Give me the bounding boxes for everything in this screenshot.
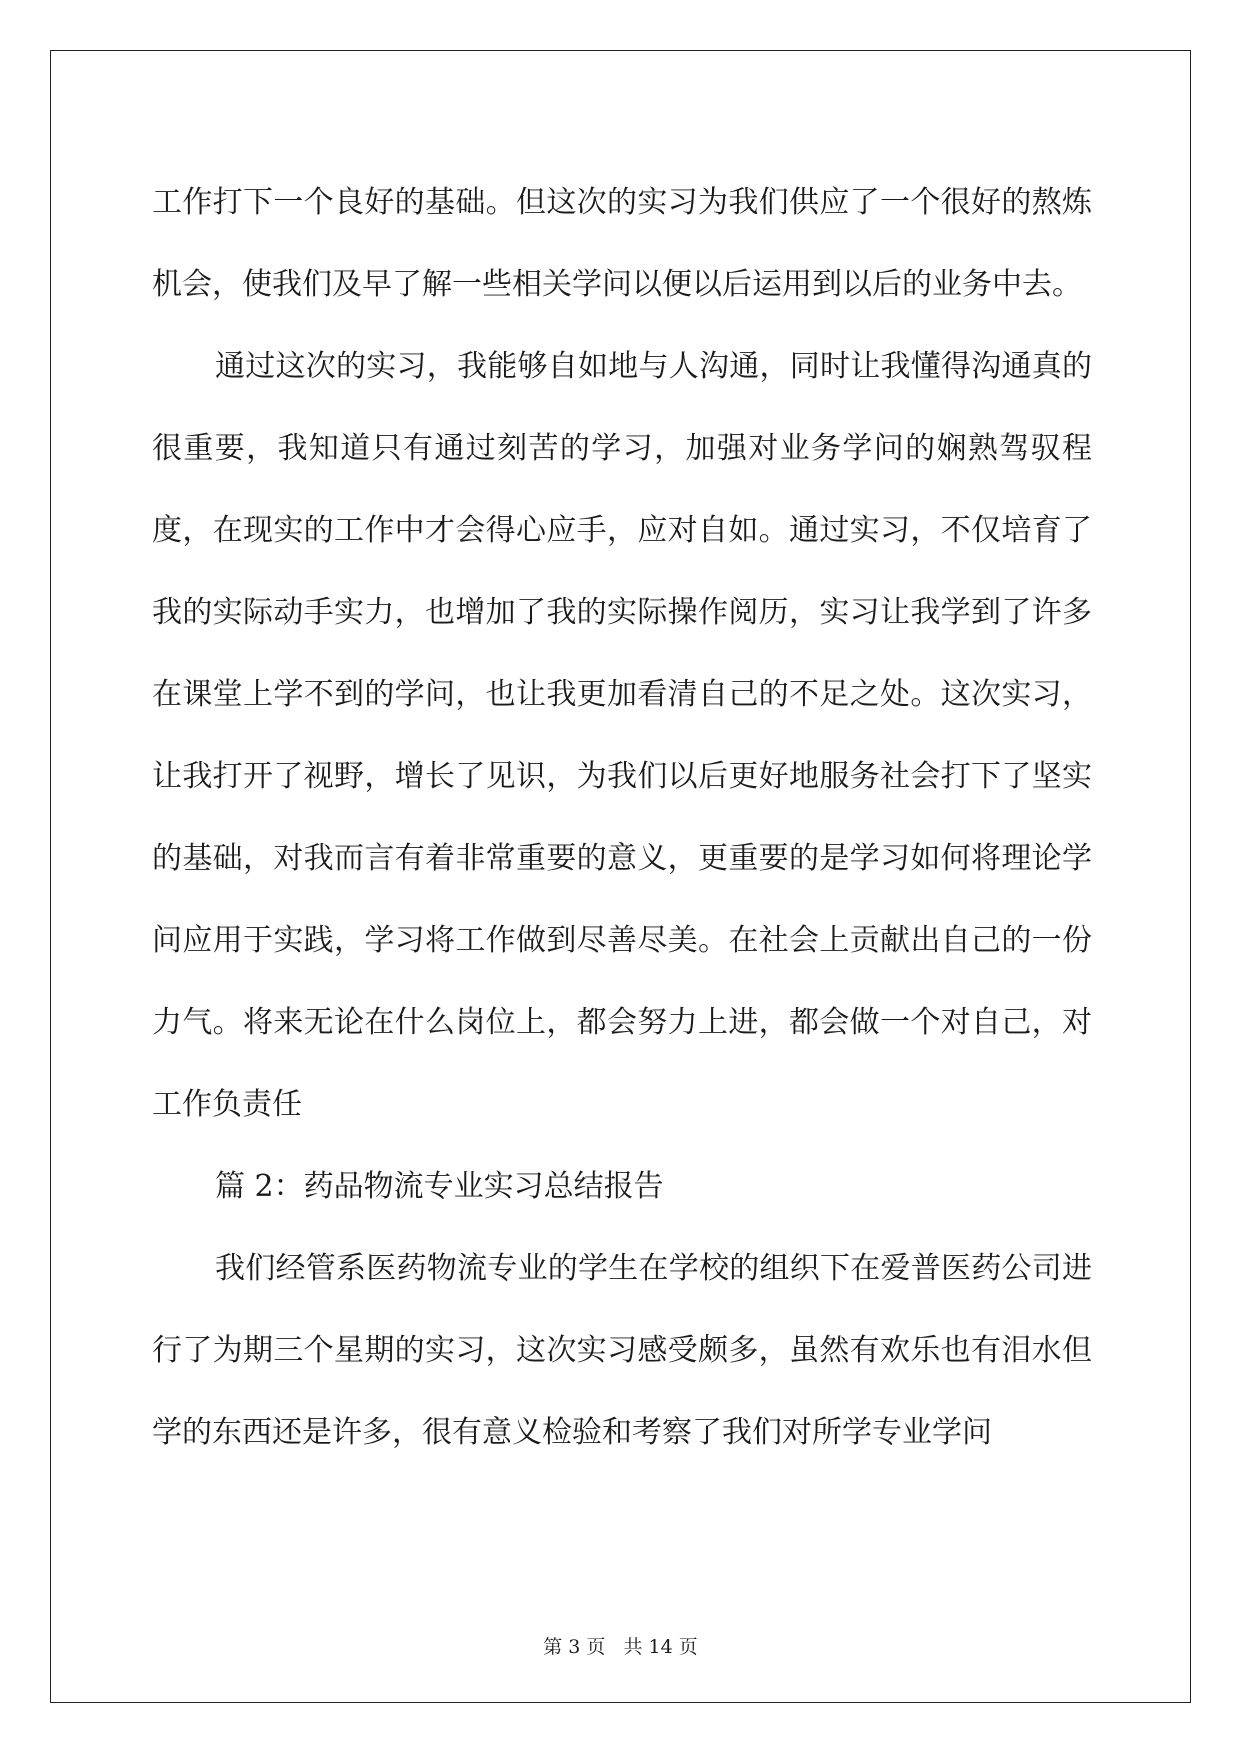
section-heading: 篇 2：药品物流专业实习总结报告 bbox=[215, 1169, 664, 1204]
page-footer bbox=[0, 1632, 1241, 1659]
page-total: 共 14 页 bbox=[623, 1636, 698, 1658]
page-number: 第 3 页 bbox=[543, 1636, 606, 1658]
paragraph-continuation: 工作打下一个良好的基础。但这次的实习为我们供应了一个很好的熬炼机会，使我们及早了解一些相关学问以便以后运用到以后的业务中去。 bbox=[152, 185, 1092, 302]
paragraph-body: 我们经管系医药物流专业的学生在学校的组织下在爱普医药公司进行了为期三个星期的实习，这次实习感受颇多，虽然有欢乐也有泪水但学的东西还是许多，很有意义检验和考察了我们对所学专业学问 bbox=[152, 1251, 1092, 1450]
paragraph-body: 通过这次的实习，我能够自如地与人沟通，同时让我懂得沟通真的很重要，我知道只有通过刻苦的学习，加强对业务学问的娴熟驾驭程度，在现实的工作中才会得心应手，应对自如。通过实习，不仅培育了我的实际动手实力，也增加了我的实际操作阅历，实习让我学到了许多在课堂上学不到的学问，也让我更加看清自己的不足之处。这次实习，让我打开了视野，增长了见识，为我们以后更好地服务社会打下了坚实的基础，对我而言有着非常重要的意义，更重要的是学习如何将理论学问应用于实践，学习将工作做到尽善尽美。在社会上贡献出自己的一份力气。将来无论在什么岗位上，都会努力上进，都会做一个对自己，对工作负责任 bbox=[152, 349, 1092, 1122]
document-body bbox=[152, 162, 1092, 1474]
